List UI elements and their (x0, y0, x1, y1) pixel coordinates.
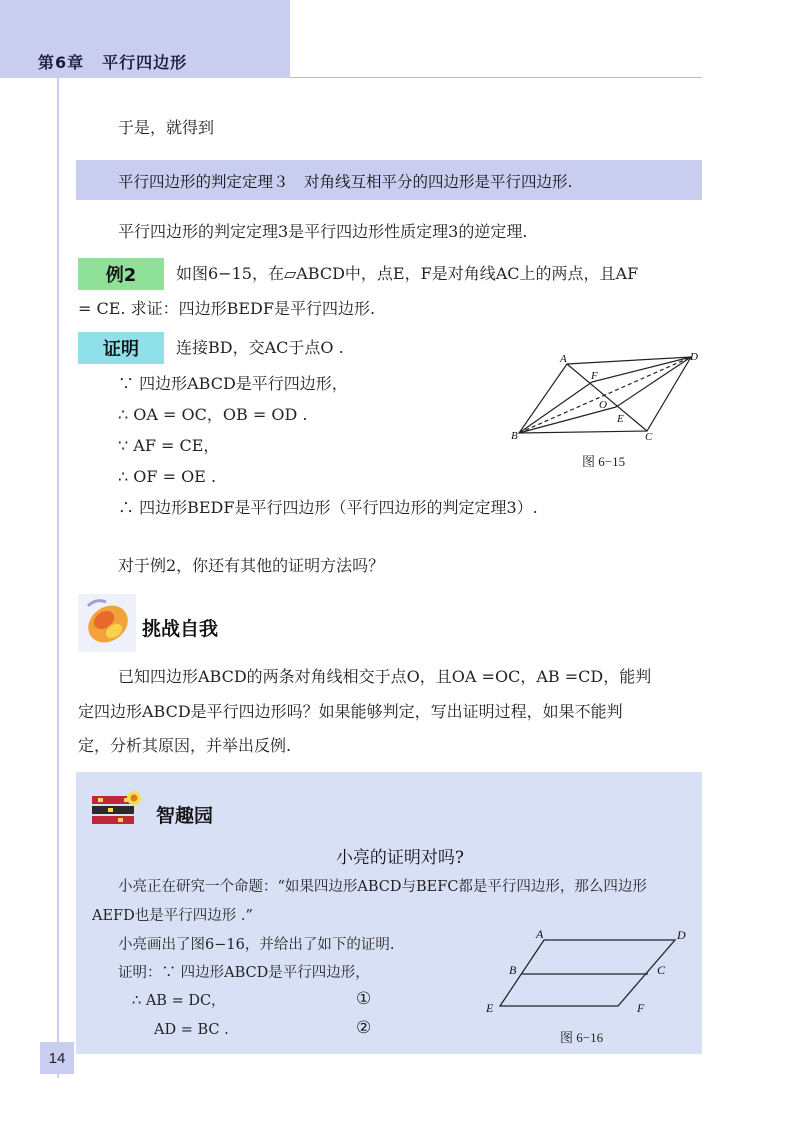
proof-line-6: ∴ 四边形BEDF是平行四边形（平行四边形的判定定理3）. (118, 498, 538, 517)
challenge-emblem-icon (78, 594, 136, 652)
garden-line-1: 小亮正在研究一个命题：“如果四边形ABCD与BEFC都是平行四边形，那么四边形 (118, 879, 647, 895)
challenge-line-3: 定，分析其原因，并举出反例. (78, 736, 292, 755)
chapter-title: 平行四边形 (102, 53, 188, 72)
label-e: E (486, 1001, 494, 1015)
intro-line: 于是，就得到 (118, 118, 215, 137)
proof-tag: 证明 (78, 332, 164, 364)
equation-number-2: ② (356, 1018, 372, 1038)
chapter-number: 第6章 (38, 53, 85, 72)
challenge-line-2: 定四边形ABCD是平行四边形吗？如果能够判定，写出证明过程，如果不能判 (78, 702, 623, 721)
puzzle-garden-title: 智趣园 (156, 805, 214, 827)
figure-6-15 (505, 345, 710, 445)
label-f: F (637, 1001, 645, 1015)
label-b: B (511, 430, 518, 442)
chapter-heading (38, 50, 187, 73)
puzzle-garden-emblem-icon (90, 786, 148, 834)
label-a: A (536, 927, 544, 941)
label-f: F (591, 370, 598, 382)
segment-bf (519, 382, 592, 433)
puzzle-subtitle: 小亮的证明对吗? (335, 848, 465, 868)
label-d: D (690, 351, 698, 363)
page-number: 14 (40, 1042, 74, 1074)
label-c: C (645, 431, 653, 443)
figure-6-16 (480, 926, 695, 1018)
proof-line-3: ∴ OA = OC，OB = OD . (118, 405, 308, 424)
label-c: C (657, 963, 666, 977)
header-rule (290, 77, 702, 78)
garden-line-3: 小亮画出了图6−16，并给出了如下的证明. (118, 937, 395, 953)
example-line-2: = CE. 求证：四边形BEDF是平行四边形. (78, 299, 376, 318)
converse-note: 平行四边形的判定定理3是平行四边形性质定理3的逆定理. (118, 222, 528, 241)
diagonal-ac (567, 364, 647, 431)
garden-line-5: ∴ AB = DC， (132, 993, 226, 1009)
margin-rule (57, 78, 59, 1078)
other-method-question: 对于例2，你还有其他的证明方法吗？ (118, 556, 385, 575)
figure-6-16-caption: 图 6−16 (560, 1030, 604, 1045)
label-e: E (617, 413, 624, 425)
label-a: A (560, 353, 567, 365)
theorem-statement: 平行四边形的判定定理３ 对角线互相平分的四边形是平行四边形. (118, 173, 573, 191)
challenge-line-1: 已知四边形ABCD的两条对角线相交于点O，且OA =OC，AB =CD，能判 (118, 667, 652, 686)
proof-line-1: 连接BD，交AC于点O . (176, 338, 344, 357)
proof-line-4: ∵ AF = CE， (118, 436, 220, 455)
equation-number-1: ① (356, 989, 372, 1009)
garden-line-6: AD = BC . (154, 1022, 229, 1038)
garden-line-4: 证明：∵ 四边形ABCD是平行四边形， (118, 965, 370, 981)
figure-6-15-caption: 图 6−15 (582, 454, 626, 469)
label-b: B (509, 963, 517, 977)
proof-line-2: ∵ 四边形ABCD是平行四边形， (118, 374, 348, 393)
challenge-title: 挑战自我 (142, 618, 219, 640)
parallelogram-aefd (500, 940, 675, 1006)
segment-ed (616, 357, 691, 407)
garden-line-2: AEFD也是平行四边形 .” (92, 908, 253, 924)
label-o: O (599, 399, 607, 411)
proof-line-5: ∴ OF = OE . (118, 467, 217, 486)
label-d: D (677, 928, 686, 942)
example-line-1: 如图6−15，在▱ABCD中，点E，F是对角线AC上的两点，且AF (176, 264, 639, 283)
example-tag: 例2 (78, 258, 164, 290)
